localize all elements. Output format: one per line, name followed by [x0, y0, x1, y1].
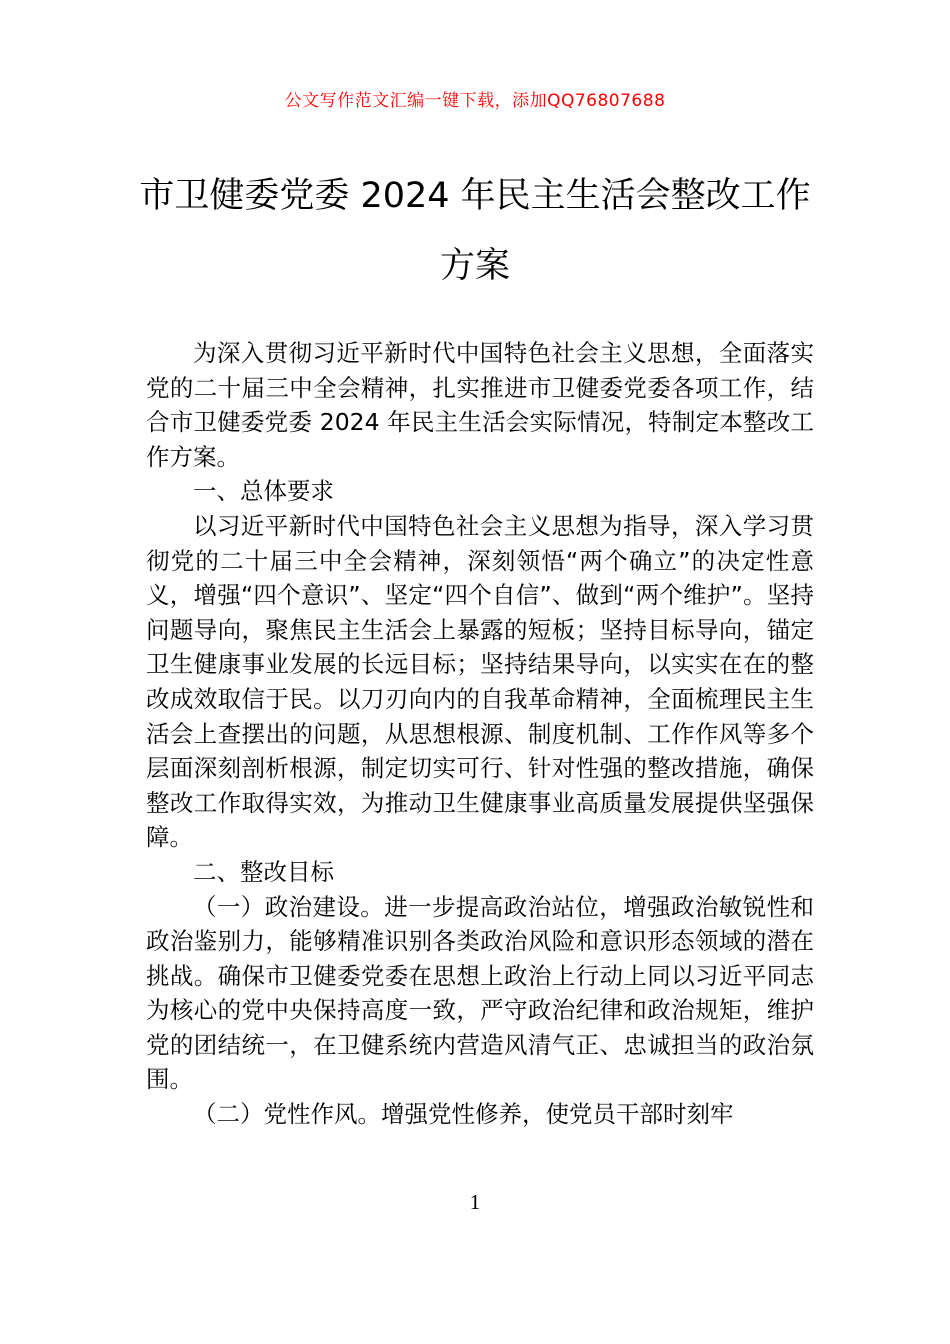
political-construction-paragraph: （一）政治建设。进一步提高政治站位，增强政治敏锐性和政治鉴别力，能够精准识别各类政治风险和意识形态领域的潜在挑战。确保市卫健委党委在思想上政治上行动上同以习近平同志为核心的党中央保持高度一致，严守政治纪律和政治规矩，维护党的团结统一，在卫健系统内营造风清气正、忠诚担当的政治氛围。 [146, 892, 814, 1094]
party-conduct-paragraph: （二）党性作风。增强党性修养，使党员干部时刻牢 [193, 1100, 734, 1129]
section-heading-rectification-goals: 二、整改目标 [193, 857, 334, 886]
document-title-line-2: 方案 [439, 246, 510, 286]
section-heading-general-requirements: 一、总体要求 [193, 477, 334, 506]
header-promo-note: 公文写作范文汇编一键下载，添加QQ76807688 [284, 91, 666, 111]
intro-paragraph: 为深入贯彻习近平新时代中国特色社会主义思想，全面落实党的二十届三中全会精神，扎实推进市卫健委党委各项工作，结合市卫健委党委 2024 年民主生活会实际情况，特制定本整改工作方案。 [146, 339, 814, 471]
general-requirements-paragraph: 以习近平新时代中国特色社会主义思想为指导，深入学习贯彻党的二十届三中全会精神，深刻领悟“两个确立”的决定性意义，增强“四个意识”、坚定“四个自信”、做到“两个维护”。坚持问题导向，聚焦民主生活会上暴露的短板；坚持目标导向，锚定卫生健康事业发展的长远目标；坚持结果导向，以实实在在的整改成效取信于民。以刀刃向内的自我革命精神，全面梳理民主生活会上查摆出的问题，从思想根源、制度机制、工作作风等多个层面深刻剖析根源，制定切实可行、针对性强的整改措施，确保整改工作取得实效，为推动卫生健康事业高质量发展提供坚强保障。 [146, 511, 814, 852]
document-title-line-1: 市卫健委党委 2024 年民主生活会整改工作 [139, 176, 811, 216]
page-number: 1 [469, 1190, 481, 1214]
document-body [146, 336, 814, 1132]
